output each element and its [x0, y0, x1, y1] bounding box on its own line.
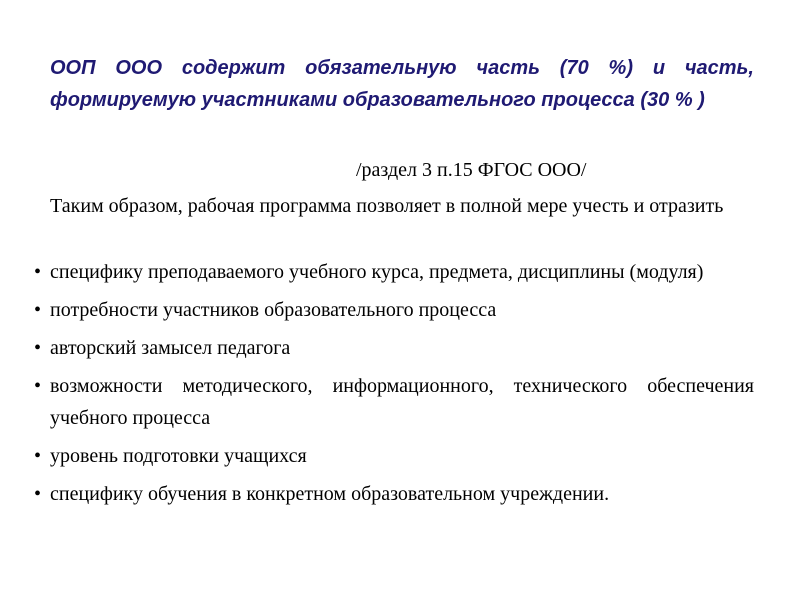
bullet-text: специфику преподаваемого учебного курса, предмета, дисциплины (модуля): [50, 261, 704, 283]
bullet-item: [0, 478, 800, 510]
bullet-text: специфику обучения в конкретном образовательном учреждении.: [50, 483, 610, 505]
bullet-marker: •: [34, 261, 42, 283]
bullet-item: [0, 294, 800, 326]
source-reference: /раздел 3 п.15 ФГОС ООО/: [356, 159, 587, 181]
bullet-marker: •: [34, 445, 42, 467]
bullet-list: [0, 256, 800, 516]
bullet-marker: •: [34, 299, 42, 321]
bullet-text: возможности методического, информационного, технического обеспечения учебного процесса: [50, 375, 754, 429]
bullet-marker: •: [34, 375, 42, 397]
bullet-marker: •: [34, 483, 42, 505]
bullet-text: авторский замысел педагога: [50, 337, 291, 359]
slide-heading: ООП ООО содержит обязательную часть (70 %) и часть, формируемую участниками образовательного процесса (30 % ): [50, 57, 754, 111]
bullet-item: [0, 440, 800, 472]
bullet-item: [0, 256, 800, 288]
bullet-item: [0, 370, 800, 434]
bullet-text: уровень подготовки учащихся: [50, 445, 307, 467]
bullet-item: [0, 332, 800, 364]
intro-paragraph: Таким образом, рабочая программа позволяет в полной мере учесть и отразить: [50, 195, 724, 217]
bullet-text: потребности участников образовательного процесса: [50, 299, 497, 321]
bullet-marker: •: [34, 337, 42, 359]
